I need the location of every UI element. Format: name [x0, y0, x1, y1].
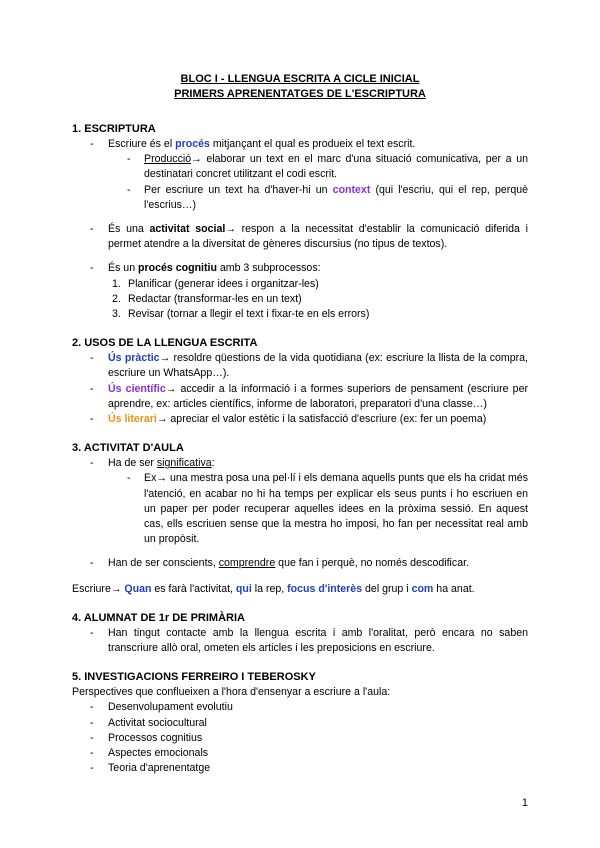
list-item: - Han de ser conscients, comprendre que fan i perquè, no només descodificar.	[90, 557, 469, 570]
section-4-list	[72, 626, 528, 656]
numbered-item: 2. Redactar (transformar-les en un text)	[112, 292, 302, 305]
section-1-heading: 1. ESCRIPTURA	[72, 123, 156, 135]
section-5-heading: 5. INVESTIGACIONS FERREIRO I TEBEROSKY	[72, 671, 316, 684]
numbered-item: 1. Planificar (generar idees i organitzar-les)	[112, 277, 319, 290]
highlight-proces: procés	[175, 138, 210, 150]
document-title	[72, 72, 528, 102]
section-5-list	[72, 700, 528, 776]
document-page	[72, 72, 528, 777]
list-item: - Aspectes emocionals	[90, 747, 209, 760]
list-item: - Per escriure un text ha d'haver-hi un context (qui l'escriu, qui el rep, perquè l'escrius…)	[127, 183, 528, 211]
list-item: - Desenvolupament evolutiu	[90, 701, 233, 714]
list-item: - Ús pràctic→ resoldre qüestions de la vida quotidiana (ex: escriure la llista de la compra, escriure un WhatsApp…).	[90, 352, 528, 380]
numbered-item: 3. Revisar (tornar a llegir el text i fixar-te en els errors)	[112, 308, 370, 321]
list-item: - Ha de ser significativa:	[90, 457, 215, 470]
list-item: - Ex→ una mestra posa una pel·lí i els demana aquells punts que els ha cridat més l'atenció, en acabar no hi ha temps per explicar els seus punts i ho escriuen en un paper per poder recuperar aquelles idees en la pròxima sessió. En aquest cas, ells escriuen sense que la mestra ho imposi, ho fan per necessitat real amb un propòsit.	[127, 472, 528, 546]
page-number: 1	[521, 797, 528, 809]
list-item: - Processos cognitius	[90, 731, 203, 744]
escriure-line: Escriure→ Quan es farà l'activitat, qui la rep, focus d'interès del grup i com ha anat.	[72, 582, 475, 595]
list-item: - Activitat sociocultural	[90, 716, 207, 729]
highlight-us-practic: Ús pràctic	[108, 352, 160, 365]
section-5-intro: Perspectives que conflueixen a l'hora d'ensenyar a escriure a l'aula:	[72, 686, 391, 699]
list-item: - Han tingut contacte amb la llengua escrita i amb l'oralitat, però encara no saben transcriure allò oral, ometen els articles i les preposicions en escriure.	[90, 626, 528, 655]
list-item: - Ús científic→ accedir a la informació i a formes superiors de pensament (escriure per aprendre, ex: articles científics, informe de laboratori, preparatori d'una classe…)	[90, 382, 528, 410]
list-item: - És un procés cognitiu amb 3 subprocessos:	[90, 262, 321, 275]
section-3-heading: 3. ACTIVITAT D'AULA	[72, 442, 184, 455]
section-2-heading: 2. USOS DE LA LLENGUA ESCRITA	[72, 337, 258, 350]
list-item: - Producció→ elaborar un text en el marc d'una situació comunicativa, per a un destinatari concret utilitzant el codi escrit.	[127, 153, 528, 181]
list-item: - Ús literari→ apreciar el valor estètic i la satisfacció d'escriure (ex: fer un poema)	[90, 413, 487, 426]
list-item: - És una activitat social→ respon a la necessitat d'establir la comunicació diferida i permet atendre a la diversitat de gèneres discursius (no tipus de textos).	[90, 223, 528, 251]
title-line-1: BLOC I - LLENGUA ESCRITA A CICLE INICIAL	[180, 73, 420, 85]
title-line-2: PRIMERS APRENENTATGES DE L'ESCRIPTURA	[174, 88, 426, 100]
highlight-us-cientific: Ús científic	[108, 382, 166, 395]
section-2-list	[72, 351, 528, 427]
highlight-us-literari: Ús literari	[108, 413, 157, 426]
section-1-list	[72, 137, 528, 213]
section-4-heading: 4. ALUMNAT DE 1r DE PRIMÀRIA	[72, 611, 245, 624]
list-item: - Teoria d'aprenentatge	[90, 762, 211, 775]
highlight-context: context	[332, 183, 371, 196]
section-3-list	[72, 456, 528, 547]
list-item: - Escriure és el procés mitjançant el qual es produeix el text escrit.	[90, 138, 416, 150]
